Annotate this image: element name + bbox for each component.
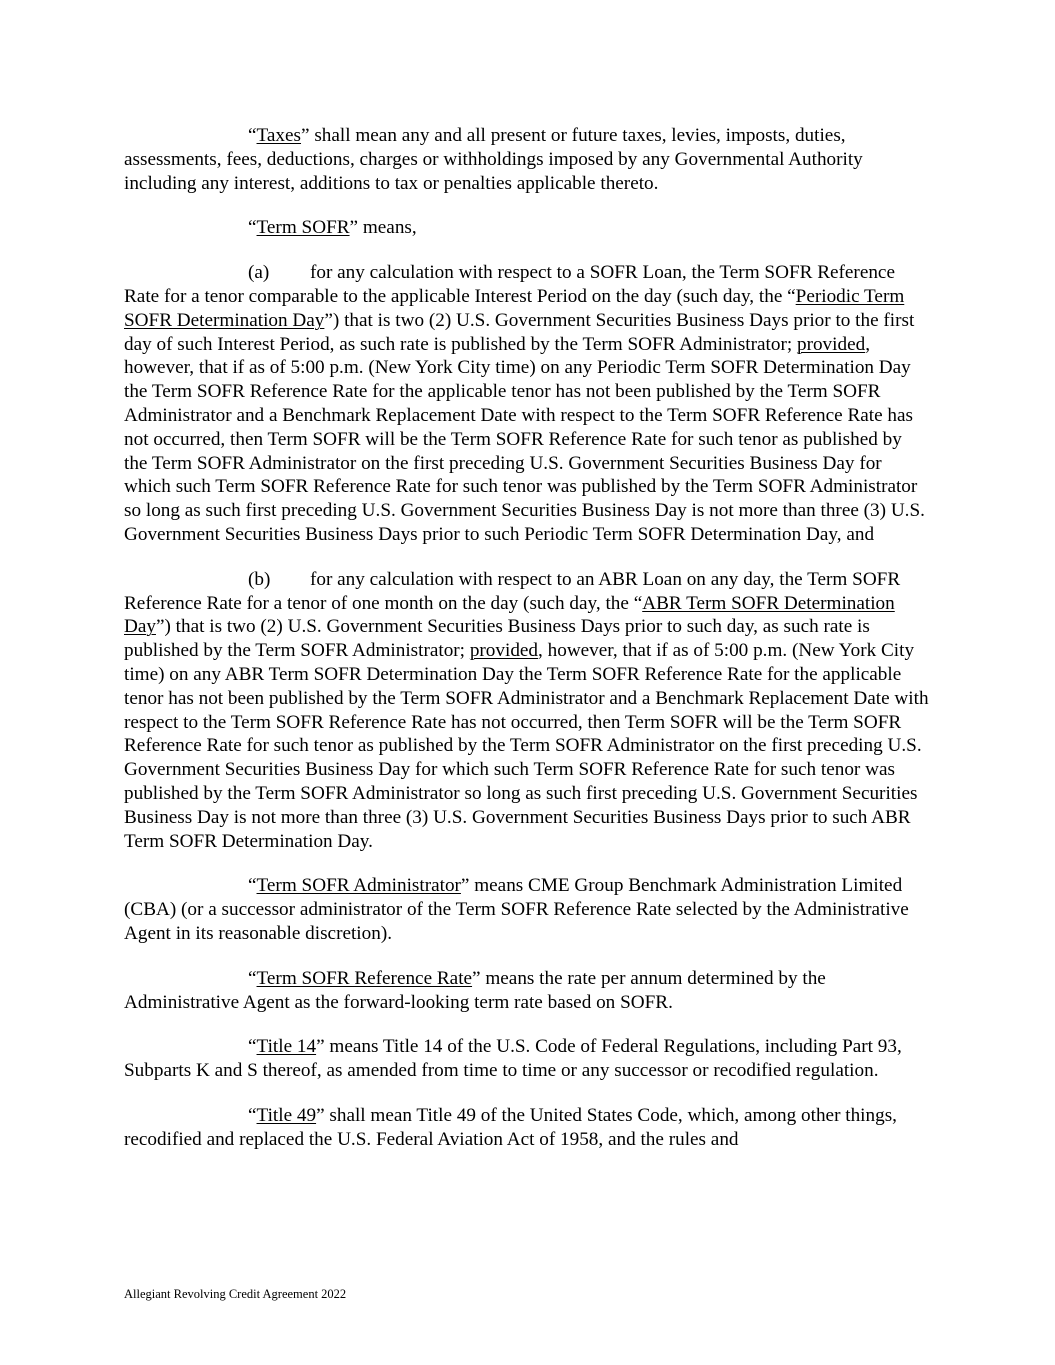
item-text: for any calculation with respect to an ABR Loan on any day, the Term SOFR Reference Rate for a tenor of one month on the day (such day, the “ — [124, 568, 901, 614]
defined-term-title-14: Title 14 — [256, 1036, 317, 1058]
open-quote: “ — [248, 217, 257, 239]
definition-text: ” shall mean Title 49 of the United States Code, which, among other things, recodified and replaced the U.S. Federal Aviation Act of 1958, and the rules and — [124, 1104, 897, 1150]
provided-term: provided — [469, 640, 539, 662]
definition-text: ” means, — [349, 217, 417, 239]
defined-term-term-sofr: Term SOFR — [256, 217, 350, 239]
document-page — [124, 124, 930, 1172]
item-text: , however, that if as of 5:00 p.m. (New York City time) on any Periodic Term SOFR Determination Day the Term SOFR Reference Rate for the applicable tenor has not been published by the Term SOFR Administrator and a Benchmark Replacement Date with respect to the Term SOFR Reference Rate has not occurred, then Term SOFR will be the Term SOFR Reference Rate for such tenor as published by the Term SOFR Administrator on the first preceding U.S. Government Securities Business Day for which such Term SOFR Reference Rate for such tenor was published by the Term SOFR Administrator so long as such first preceding U.S. Government Securities Business Day is not more than three (3) U.S. Government Securities Business Days prior to such Periodic Term SOFR Determination Day, and — [124, 333, 925, 545]
list-marker: (a) — [248, 262, 270, 284]
defined-term-title-49: Title 49 — [256, 1104, 317, 1126]
item-text: ”) that is two (2) U.S. Government Securities Business Days prior to such day, as such rate is published by the Term SOFR Administrator; — [124, 616, 870, 662]
provided-term: provided — [796, 333, 866, 355]
open-quote: “ — [248, 1036, 257, 1058]
defined-term-taxes: Taxes — [256, 125, 302, 146]
list-item-b — [124, 568, 930, 854]
definition-text: ” means CME Group Benchmark Administration Limited (CBA) (or a successor administrator of the Term SOFR Reference Rate selected by the Administrative Agent in its reasonable discretion). — [124, 875, 909, 944]
definition-taxes — [124, 124, 930, 195]
item-text: for any calculation with respect to a SOFR Loan, the Term SOFR Reference Rate for a tenor comparable to the applicable Interest Period on the day (such day, the “ — [124, 262, 895, 307]
definition-term-sofr-reference-rate — [124, 967, 930, 1015]
list-marker: (b) — [248, 568, 271, 590]
list-item-a — [124, 261, 930, 547]
open-quote: “ — [248, 125, 257, 146]
definition-text: ” means the rate per annum determined by the Administrative Agent as the forward-looking term rate based on SOFR. — [124, 967, 826, 1013]
definition-text: ” shall mean any and all present or future taxes, levies, imposts, duties, assessments, fees, deductions, charges or withholdings imposed by any Governmental Authority including any interest, additions to tax or penalties applicable thereto. — [124, 125, 863, 194]
definition-term-sofr — [124, 216, 930, 240]
open-quote: “ — [248, 1104, 257, 1126]
definition-title-14 — [124, 1035, 930, 1083]
item-text: , however, that if as of 5:00 p.m. (New York City time) on any ABR Term SOFR Determination Day the Term SOFR Reference Rate for the applicable tenor has not been published by the Term SOFR Administrator and a Benchmark Replacement Date with respect to the Term SOFR Reference Rate has not occurred, then Term SOFR will be the Term SOFR Reference Rate for such tenor as published by the Term SOFR Administrator on the first preceding U.S. Government Securities Business Day for which such Term SOFR Reference Rate for such tenor was published by the Term SOFR Administrator so long as such first preceding U.S. Government Securities Business Day is not more than three (3) U.S. Government Securities Business Days prior to such ABR Term SOFR Determination Day. — [124, 640, 929, 852]
defined-term-abr-determination-day: ABR Term SOFR Determination Day — [124, 592, 895, 638]
open-quote: “ — [248, 875, 257, 897]
defined-term-periodic-determination-day: Periodic Term SOFR Determination Day — [124, 285, 905, 331]
defined-term-term-sofr-administrator: Term SOFR Administrator — [256, 875, 461, 897]
defined-term-term-sofr-reference-rate: Term SOFR Reference Rate — [256, 967, 473, 989]
definition-title-49 — [124, 1104, 930, 1152]
definition-term-sofr-administrator — [124, 874, 930, 945]
definition-text: ” means Title 14 of the U.S. Code of Federal Regulations, including Part 93, Subparts K and S thereof, as amended from time to time or any successor or recodified regulation. — [124, 1036, 902, 1082]
open-quote: “ — [248, 967, 257, 989]
page-footer: Allegiant Revolving Credit Agreement 2022 — [124, 1287, 347, 1301]
item-text: ”) that is two (2) U.S. Government Securities Business Days prior to the first day of such Interest Period, as such rate is published by the Term SOFR Administrator; — [124, 309, 915, 355]
